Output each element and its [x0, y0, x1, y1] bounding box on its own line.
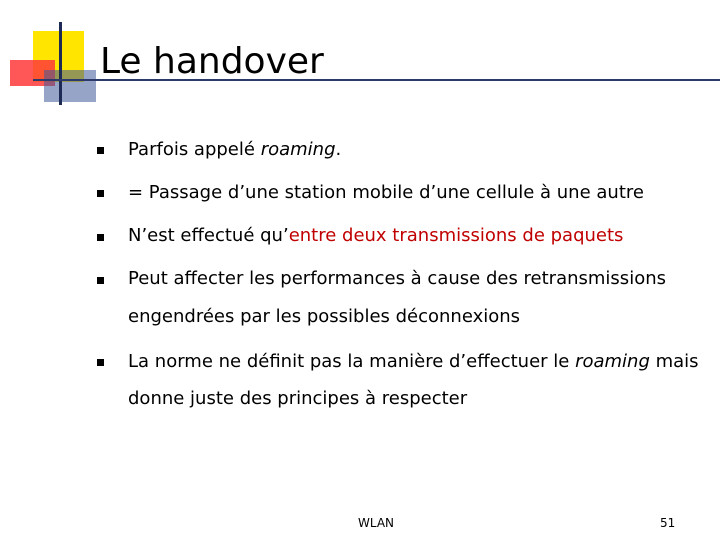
- page-number: 51: [660, 516, 676, 530]
- bullet-marker: [97, 190, 104, 197]
- bullet-marker: [97, 147, 104, 154]
- bullet-5-term: roaming: [575, 351, 650, 372]
- bullet-3-text-a: N’est effectué qu’: [128, 225, 289, 246]
- bullet-1-term: roaming: [260, 139, 336, 160]
- bullet-5-text-a: La norme ne définit pas la manière d’effectuer le: [128, 351, 576, 372]
- bullet-marker: [97, 234, 104, 241]
- footer-title: WLAN: [358, 516, 395, 530]
- bullet-5-text-line-2: donne juste des principes à respecter: [128, 388, 468, 409]
- decor-vertical-line: [59, 22, 62, 105]
- bullet-4-text-line-1: Peut affecter les performances à cause des retransmissions: [128, 268, 666, 289]
- bullet-marker: [97, 359, 104, 366]
- slide-title: Le handover: [100, 41, 324, 82]
- bullet-3-highlight: entre deux transmissions de paquets: [288, 225, 624, 246]
- bullet-1-text-a: Parfois appelé: [128, 139, 261, 160]
- bullet-3-text: [128, 225, 623, 247]
- bullet-4-text-line-2: engendrées par les possibles déconnexions: [128, 306, 521, 327]
- bullet-1-text: [128, 139, 341, 161]
- bullet-5-text-c: mais: [649, 351, 699, 372]
- decor-blue-square: [44, 70, 96, 102]
- bullet-marker: [97, 277, 104, 284]
- bullet-1-text-c: .: [335, 139, 342, 160]
- bullet-5-text-line-1: [128, 351, 699, 373]
- bullet-2-text: = Passage d’une station mobile d’une cellule à une autre: [128, 182, 644, 203]
